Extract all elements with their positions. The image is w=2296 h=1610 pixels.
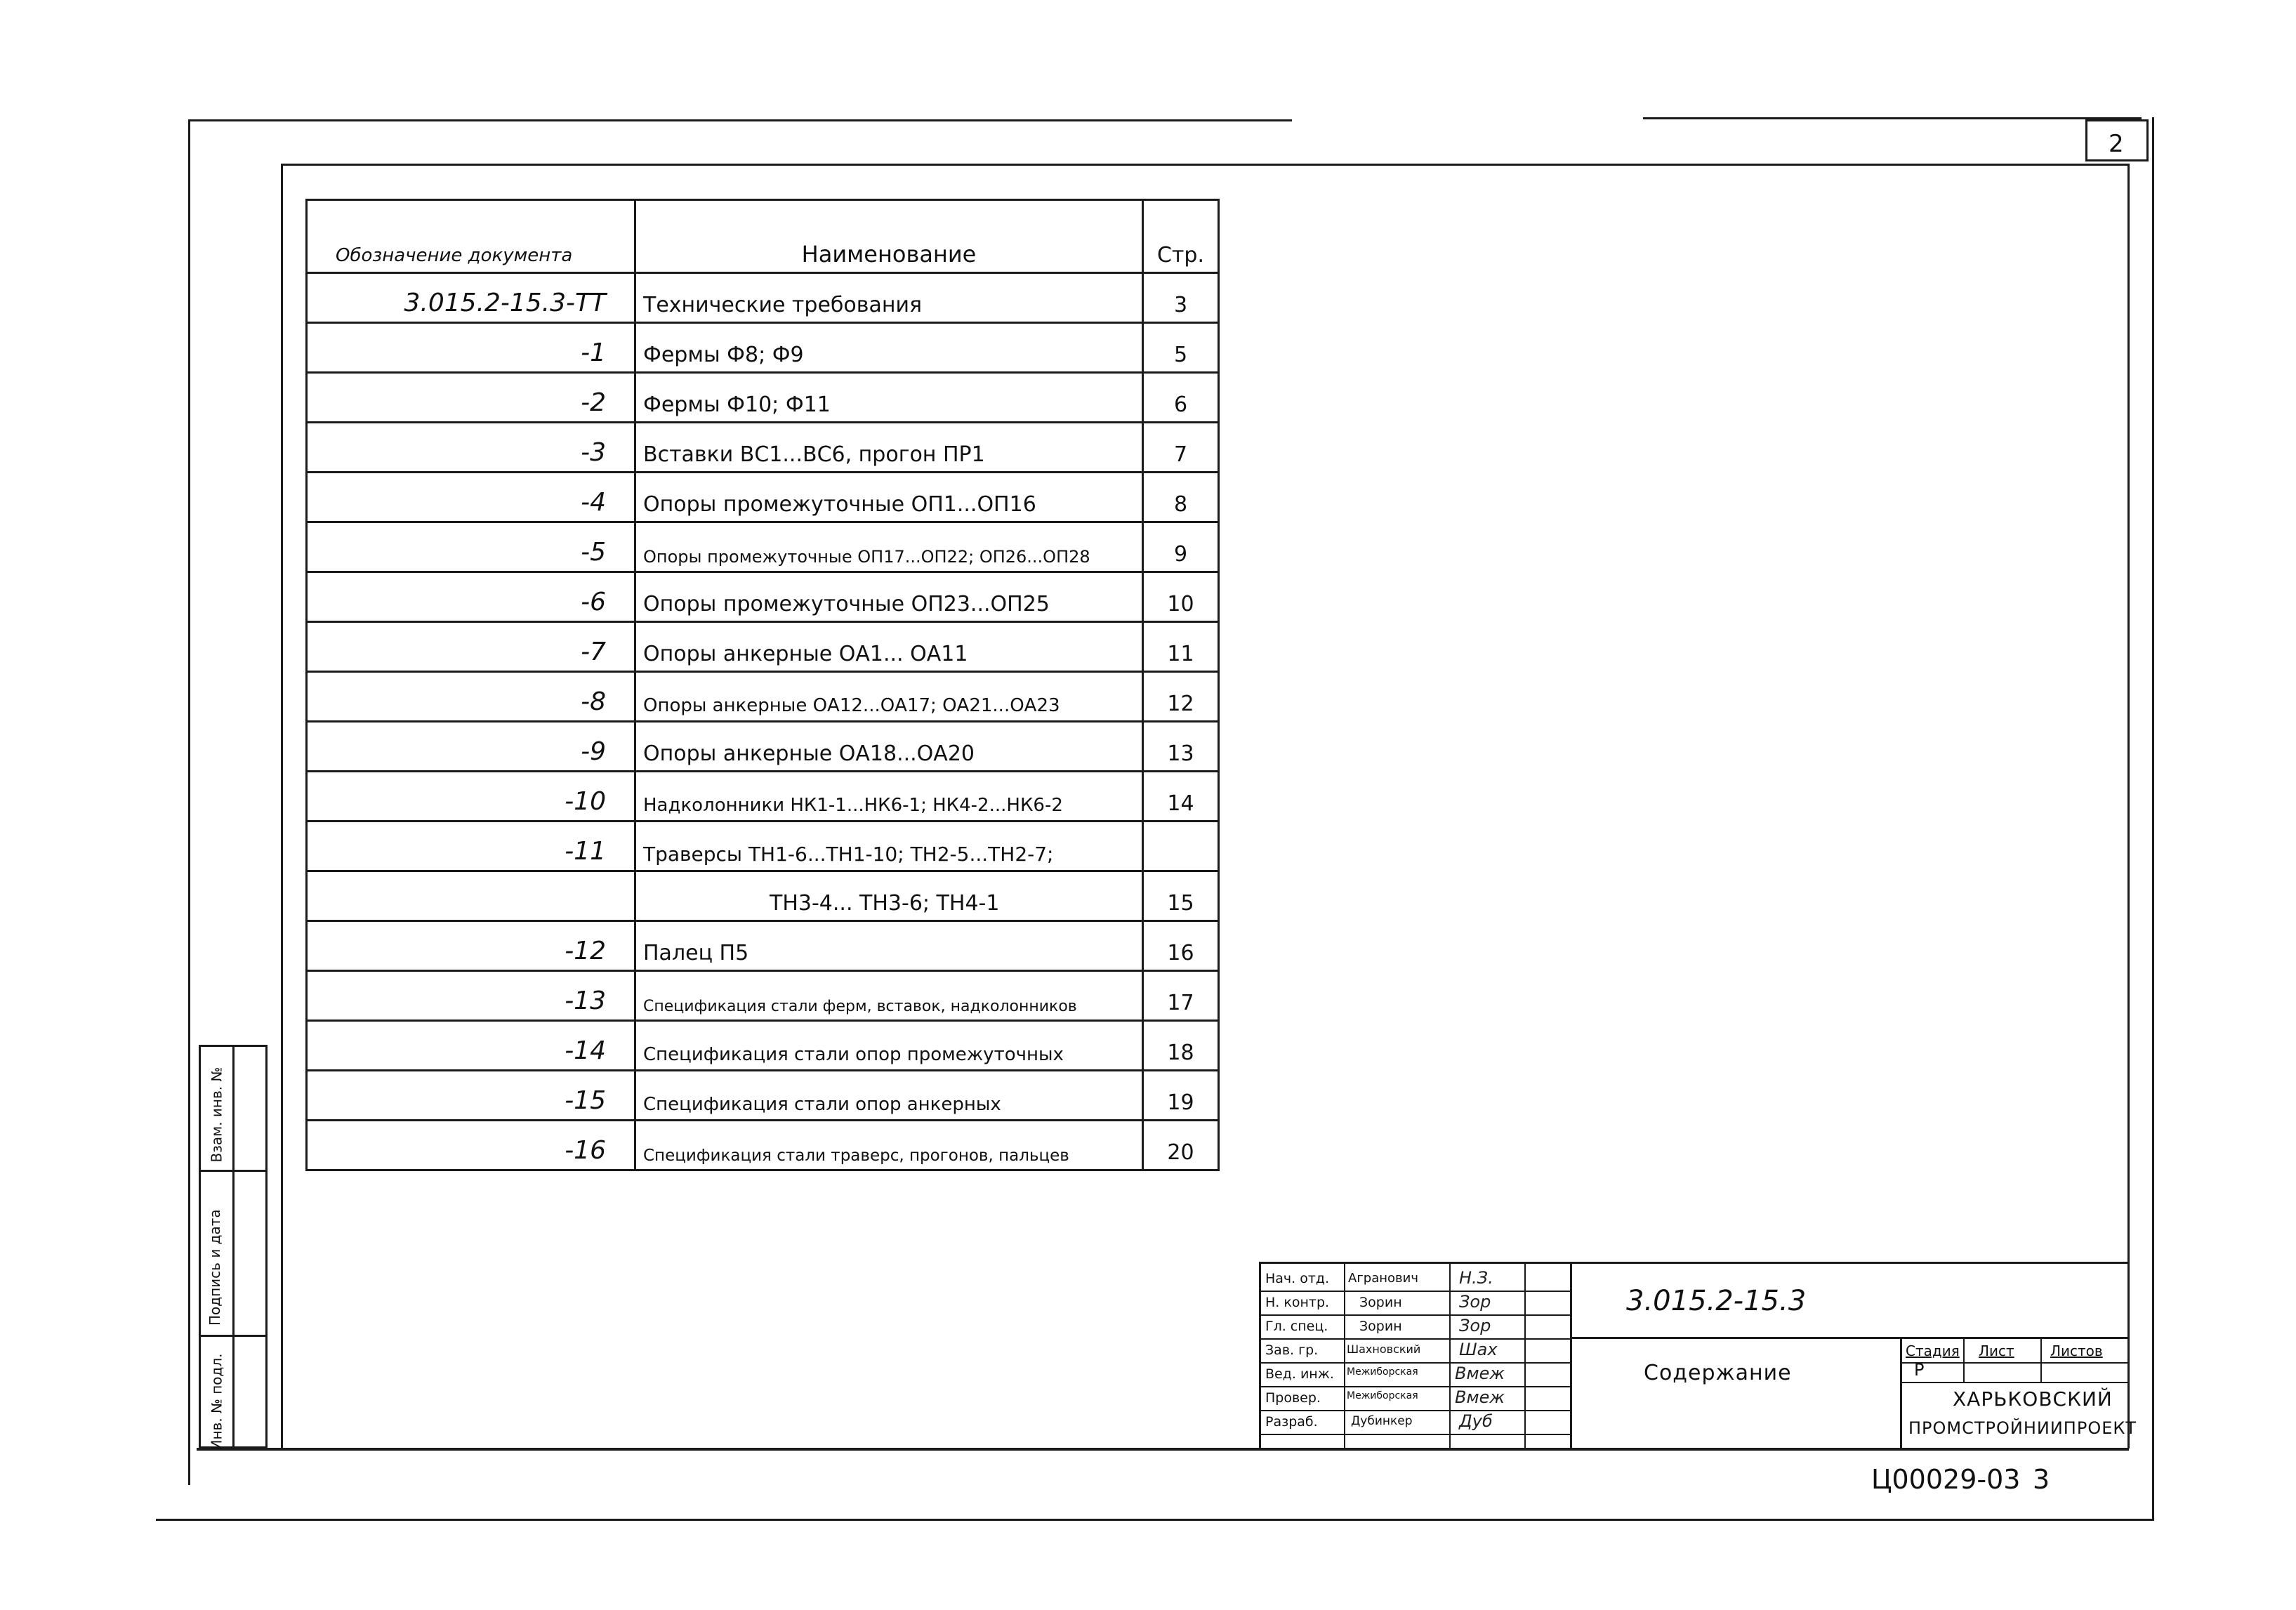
tb-col-stage: Стадия [1906, 1342, 1960, 1359]
row-name: Вставки ВС1...ВС6, прогон ПР1 [635, 423, 1143, 473]
row-designation: -3 [307, 423, 635, 473]
table-row [307, 1121, 1219, 1170]
row-name: Опоры промежуточные ОП17...ОП22; ОП26...ОП28 [635, 522, 1143, 572]
sheet-number-box [2085, 119, 2149, 161]
row-page: 9 [1143, 522, 1219, 572]
table-row [307, 822, 1219, 871]
row-page: 6 [1143, 373, 1219, 423]
table-row [307, 971, 1219, 1021]
table-row [307, 672, 1219, 722]
row-designation: -4 [307, 473, 635, 522]
table-row [307, 423, 1219, 473]
side-stamp-signature-date: Подпись и дата [206, 1209, 223, 1326]
frame-top [282, 164, 2129, 166]
row-name: Спецификация стали опор промежуточных [635, 1021, 1143, 1071]
table-row [307, 273, 1219, 323]
tb-role: Нач. отд. [1265, 1271, 1330, 1286]
row-designation: -1 [307, 323, 635, 373]
frame-right [2127, 164, 2130, 1449]
row-name: ТН3-4... ТН3-6; ТН4-1 [635, 871, 1143, 921]
table-header-row [307, 200, 1219, 273]
tb-signature: Зор [1459, 1316, 1491, 1335]
row-page: 8 [1143, 473, 1219, 522]
tb-role: Н. контр. [1265, 1295, 1330, 1310]
tb-role: Разраб. [1265, 1414, 1318, 1430]
row-designation [307, 871, 635, 921]
tb-signature: Н.З. [1459, 1268, 1493, 1288]
row-page: 16 [1143, 921, 1219, 971]
table-row [307, 473, 1219, 522]
tb-organization-line2: ПРОМСТРОЙНИИПРОЕКТ [1908, 1418, 2137, 1438]
title-block [1259, 1262, 2137, 1450]
table-row [307, 1021, 1219, 1071]
tb-stage-row2 [1900, 1382, 2130, 1383]
contents-table [305, 199, 1220, 1171]
side-stamp-inventory-number: Инв. № подл. [208, 1353, 225, 1451]
table-row [307, 1071, 1219, 1121]
tb-row-4 [1261, 1362, 1570, 1364]
tb-name: Агранович [1348, 1271, 1418, 1286]
header-name: Наименование [635, 200, 1143, 273]
row-page [1143, 822, 1219, 871]
tb-name: Дубинкер [1351, 1414, 1413, 1428]
tb-stage-col1 [1963, 1337, 1965, 1382]
tb-row-2 [1261, 1314, 1570, 1316]
row-designation: -8 [307, 672, 635, 722]
row-page: 7 [1143, 423, 1219, 473]
table-row [307, 572, 1219, 622]
tb-doc-title: Содержание [1644, 1361, 1792, 1385]
row-name: Опоры анкерные ОА18...ОА20 [635, 722, 1143, 772]
tb-role: Вед. инж. [1265, 1366, 1334, 1382]
tb-stage-left [1900, 1337, 1902, 1451]
row-designation: -12 [307, 921, 635, 971]
frame-left [281, 164, 283, 1449]
tb-row-6 [1261, 1410, 1570, 1411]
side-stamp-sep-1 [201, 1170, 268, 1172]
tb-signature: Вмеж [1455, 1364, 1505, 1383]
row-designation: -7 [307, 622, 635, 672]
row-name: Опоры промежуточные ОП1...ОП16 [635, 473, 1143, 522]
tb-row-5 [1261, 1386, 1570, 1387]
row-designation: -10 [307, 772, 635, 822]
outer-border-left [188, 119, 190, 1485]
table-row [307, 522, 1219, 572]
outer-border-bottom [156, 1519, 2154, 1521]
tb-name: Шахновский [1347, 1342, 1421, 1356]
row-designation: 3.015.2-15.3-ТТ [307, 273, 635, 323]
side-stamp-divider [232, 1047, 235, 1447]
row-designation: -2 [307, 373, 635, 423]
tb-stage-value: Р [1914, 1360, 1925, 1380]
tb-role: Гл. спец. [1265, 1319, 1328, 1334]
header-page: Стр. [1143, 200, 1219, 273]
row-page: 18 [1143, 1021, 1219, 1071]
row-page: 17 [1143, 971, 1219, 1021]
row-name: Надколонники НК1-1...НК6-1; НК4-2...НК6-2 [635, 772, 1143, 822]
tb-organization-line1: ХАРЬКОВСКИЙ [1953, 1387, 2113, 1411]
tb-col-sheet: Лист [1979, 1342, 2014, 1359]
tb-row-3 [1261, 1338, 1570, 1340]
row-page: 10 [1143, 572, 1219, 622]
row-page: 11 [1143, 622, 1219, 672]
tb-document-code: 3.015.2-15.3 [1626, 1285, 1807, 1317]
row-name: Спецификация стали ферм, вставок, надколонников [635, 971, 1143, 1021]
row-name: Палец П5 [635, 921, 1143, 971]
tb-code-separator [1572, 1337, 2130, 1339]
row-name: Опоры анкерные ОА12...ОА17; ОА21...ОА23 [635, 672, 1143, 722]
row-page: 5 [1143, 323, 1219, 373]
row-page: 12 [1143, 672, 1219, 722]
row-name: Спецификация стали опор анкерных [635, 1071, 1143, 1121]
outer-border-top-left [190, 119, 1292, 121]
tb-name: Зорин [1359, 1295, 1402, 1310]
row-page: 13 [1143, 722, 1219, 772]
row-name: Фермы Ф8; Ф9 [635, 323, 1143, 373]
outer-border-top-right [1643, 117, 2142, 119]
sheet-number: 2 [2109, 130, 2124, 158]
row-designation: -6 [307, 572, 635, 622]
outer-border-right [2152, 117, 2154, 1520]
row-designation: -16 [307, 1121, 635, 1170]
tb-role: Провер. [1265, 1390, 1321, 1406]
tb-signature: Зор [1459, 1292, 1491, 1312]
row-name: Технические требования [635, 273, 1143, 323]
row-name: Опоры промежуточные ОП23...ОП25 [635, 572, 1143, 622]
row-page: 15 [1143, 871, 1219, 921]
tb-signature: Шах [1459, 1340, 1498, 1359]
header-designation: Обозначение документа [307, 200, 635, 273]
archive-code: Ц00029-03 [1871, 1464, 2021, 1495]
table-row [307, 921, 1219, 971]
tb-name: Зорин [1359, 1319, 1402, 1334]
tb-signature: Дуб [1459, 1411, 1493, 1431]
tb-stage-col2 [2040, 1337, 2042, 1382]
table-row [307, 323, 1219, 373]
row-name: Опоры анкерные ОА1... ОА11 [635, 622, 1143, 672]
table-row [307, 373, 1219, 423]
tb-stage-row [1900, 1362, 2130, 1364]
row-designation: -15 [307, 1071, 635, 1121]
side-stamp-replace-inv: Взам. инв. № [208, 1067, 225, 1163]
table-row [307, 871, 1219, 921]
table-row [307, 622, 1219, 672]
tb-row-7 [1261, 1434, 1570, 1435]
table-row [307, 722, 1219, 772]
row-page: 14 [1143, 772, 1219, 822]
row-designation: -9 [307, 722, 635, 772]
row-page: 20 [1143, 1121, 1219, 1170]
row-designation: -5 [307, 522, 635, 572]
tb-col-4 [1570, 1264, 1572, 1450]
footer-page-number: 3 [2033, 1464, 2050, 1495]
row-name: Фермы Ф10; Ф11 [635, 373, 1143, 423]
row-name: Спецификация стали траверс, прогонов, пальцев [635, 1121, 1143, 1170]
row-page: 3 [1143, 273, 1219, 323]
tb-role: Зав. гр. [1265, 1342, 1319, 1358]
row-name: Траверсы ТН1-6...ТН1-10; ТН2-5...ТН2-7; [635, 822, 1143, 871]
side-stamp [199, 1045, 268, 1449]
tb-col-sheets: Листов [2050, 1342, 2103, 1359]
row-designation: -11 [307, 822, 635, 871]
tb-name: Межиборская [1347, 1366, 1418, 1378]
row-designation: -14 [307, 1021, 635, 1071]
row-designation: -13 [307, 971, 635, 1021]
tb-name: Межиборская [1347, 1390, 1418, 1401]
table-row [307, 772, 1219, 822]
tb-signature: Вмеж [1455, 1387, 1505, 1407]
tb-row-1 [1261, 1291, 1570, 1292]
row-page: 19 [1143, 1071, 1219, 1121]
